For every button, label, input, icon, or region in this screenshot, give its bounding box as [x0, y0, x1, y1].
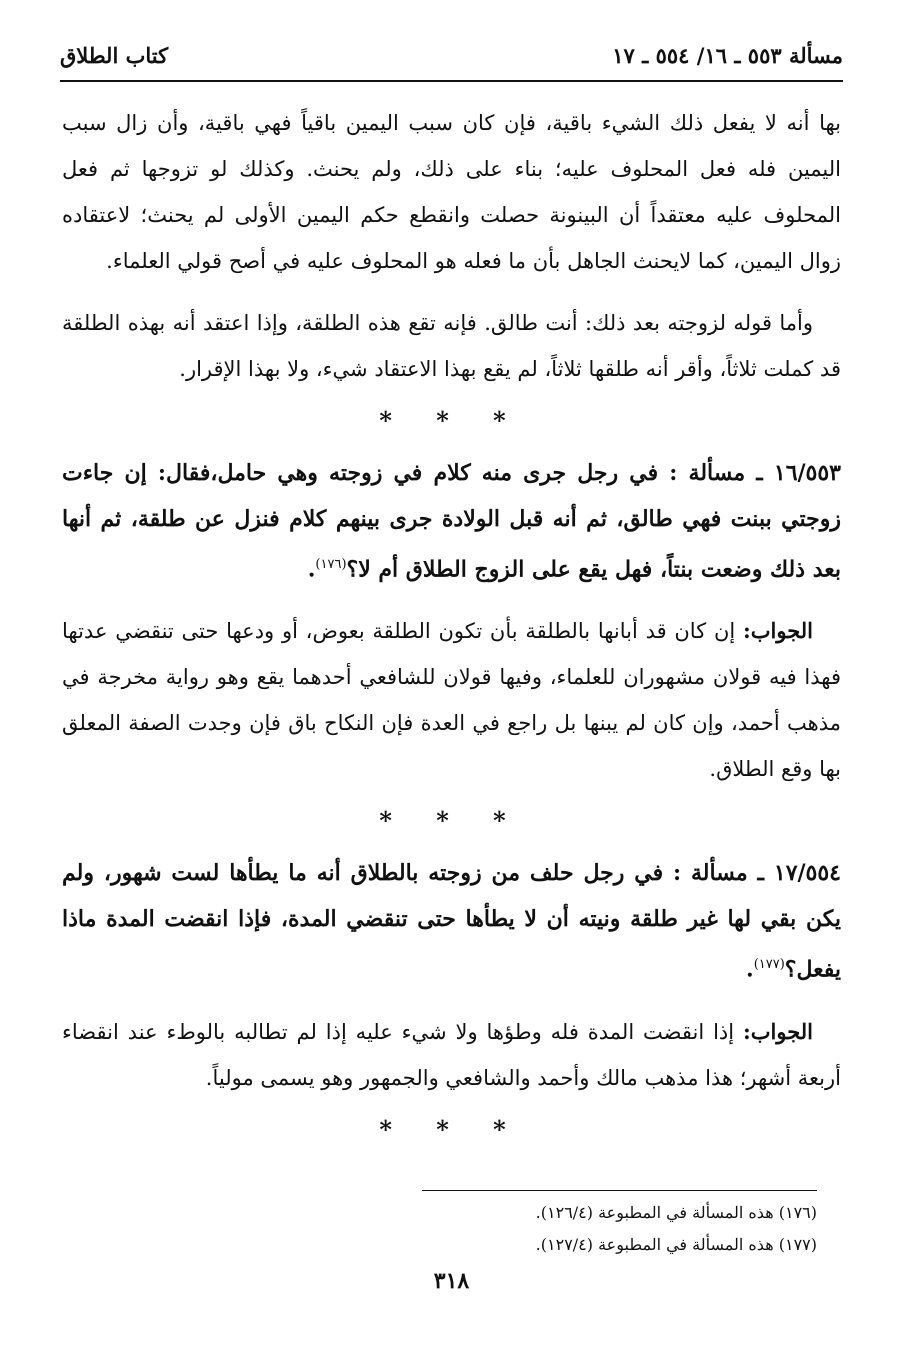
footnote-176: (١٧٦) هذه المسألة في المطبوعة (١٢٦/٤). [535, 1203, 817, 1222]
page-body [62, 100, 841, 1159]
answer-554 [62, 1009, 841, 1101]
header-book-name: كتاب الطلاق [60, 42, 169, 68]
page-number: ٣١٨ [433, 1268, 470, 1294]
question-553-number: ١٦/٥٥٣ ـ مسألة : [669, 460, 841, 486]
answer-554-text: إذا انقضت المدة فله وطؤها ولا شيء عليه إذا لم تطالبه بالوطء عند انقضاء أربعة أشهر؛ هذا مذهب مالك وأحمد والشافعي والجمهور وهو يسمى مولياً. [62, 1019, 841, 1090]
question-554 [62, 850, 841, 992]
answer-553-label: الجواب: [742, 618, 813, 644]
answer-553 [62, 608, 841, 792]
section-separator: * * * [379, 806, 524, 836]
paragraph-second: وأما قوله لزوجته بعد ذلك: أنت طالق. فإنه تقع هذه الطلقة، وإذا اعتقد أنه بهذه الطلقة قد كملت ثلاثاً، وأقر أنه طلقها ثلاثاً، لم يقع بهذا الاعتقاد شيء، ولا بهذا الإقرار. [62, 311, 841, 381]
question-553-text: في رجل جرى منه كلام في زوجته وهي حامل،فقال: إن جاءت زوجتي ببنت فهي طالق، ثم أنه قبل الولادة جرى بينهم كلام فنزل عن طلقة، ثم أنها بعد ذلك وضعت بنتاً، فهل يقع على الزوج الطلاق أم لا؟ [62, 460, 841, 583]
answer-553-text: إن كان قد أبانها بالطلقة بأن تكون الطلقة بعوض، أو ودعها حتى تنقضي عدتها فهذا فيه قولان مشهوران للعلماء، وفيها قولان للشافعي أحدهما يقع وهو رواية مخرجة في مذهب أحمد، وإن كان لم يبنها بل راجع في العدة فإن النكاح باق فإن وجدت الصفة المعلق بها وقع الطلاق. [62, 619, 841, 782]
question-554-end: . [746, 956, 754, 983]
section-separator: * * * [379, 1114, 524, 1144]
footnote-rule [422, 1190, 817, 1191]
footnote-ref-176[interactable]: (١٧٦) [315, 557, 347, 572]
question-554-number: ١٧/٥٥٤ ـ مسألة : [673, 860, 841, 887]
question-553-end: . [307, 556, 316, 583]
question-554-text: في رجل حلف من زوجته بالطلاق أنه ما يطأها لست شهور، ولم يكن بقي لها غير طلقة ونيته أن لا يطأها حتى تنقضي المدة، فإذا انقضت المدة ماذا يفعل؟ [62, 860, 841, 983]
answer-554-label: الجواب: [743, 1018, 813, 1044]
header-title: مسألة ٥٥٣ ـ ١٦/ ٥٥٤ ـ ١٧ [612, 42, 843, 68]
section-separator: * * * [379, 406, 524, 435]
question-553 [62, 450, 841, 592]
running-header [60, 36, 843, 74]
header-rule [60, 80, 843, 82]
footnotes [417, 1190, 817, 1261]
paragraph-continuation: بها أنه لا يفعل ذلك الشيء باقية، فإن كان سبب اليمين باقياً فهي باقية، وأن زال سبب اليمين فله فعل المحلوف عليه؛ بناء على ذلك، ولم يحنث. وكذلك لو تزوجها ثم فعل المحلوف عليه معتقداً أن البينونة حصلت وانقطع حكم اليمين الأولى لم يحنث؛ لاعتقاده زوال اليمين، كما لايحنث الجاهل بأن ما فعله هو المحلوف عليه في أصح قولي العلماء. [62, 111, 841, 273]
footnote-ref-177[interactable]: (١٧٧) [753, 957, 785, 973]
footnote-177: (١٧٧) هذه المسألة في المطبوعة (١٢٧/٤). [535, 1235, 817, 1254]
